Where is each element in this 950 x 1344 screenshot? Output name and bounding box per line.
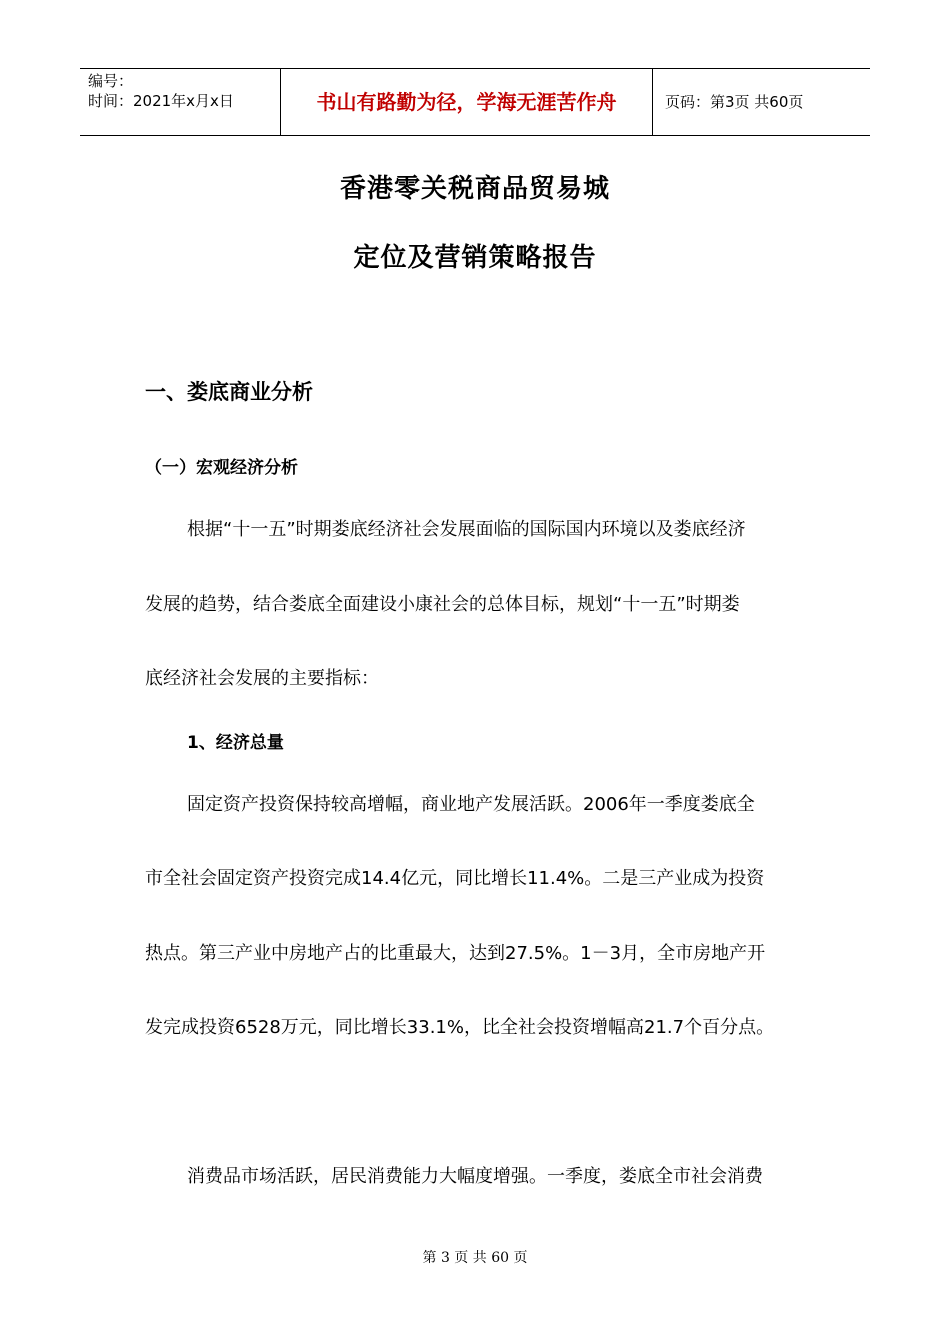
header-meta (80, 69, 280, 135)
header-motto: 书山有路勤为径，学海无涯苦作舟 (280, 69, 653, 135)
page-footer: 第 3 页 共 60 页 (422, 1250, 528, 1266)
paragraph-line: 热点。第三产业中房地产占的比重最大，达到27.5%。1－3月，全市房地产开 (145, 943, 766, 964)
page-header (80, 68, 870, 136)
paragraph-line: 市全社会固定资产投资完成14.4亿元，同比增长11.4%。二是三产业成为投资 (145, 868, 765, 889)
subsection-heading: （一）宏观经济分析 (145, 458, 298, 478)
paragraph-line: 固定资产投资保持较高增幅，商业地产发展活跃。2006年一季度娄底全 (187, 794, 755, 815)
header-page-info: 页码：第3页 共60页 (665, 93, 804, 111)
paragraph-line: 发展的趋势，结合娄底全面建设小康社会的总体目标，规划“十一五”时期娄 (145, 594, 740, 615)
document-title-line2: 定位及营销策略报告 (353, 243, 597, 273)
item-heading: 1、经济总量 (187, 733, 284, 753)
document-title-line1: 香港零关税商品贸易城 (339, 174, 610, 204)
paragraph-line: 消费品市场活跃，居民消费能力大幅度增强。一季度，娄底全市社会消费 (187, 1166, 763, 1187)
paragraph-line: 发完成投资6528万元，同比增长33.1%，比全社会投资增幅高21.7个百分点。 (145, 1017, 775, 1038)
paragraph-line: 底经济社会发展的主要指标： (145, 668, 379, 689)
header-date: 时间：2021年x月x日 (88, 92, 234, 110)
section-heading: 一、娄底商业分析 (145, 380, 313, 404)
header-number-label: 编号： (88, 72, 134, 90)
paragraph-line: 根据“十一五”时期娄底经济社会发展面临的国际国内环境以及娄底经济 (187, 519, 746, 540)
